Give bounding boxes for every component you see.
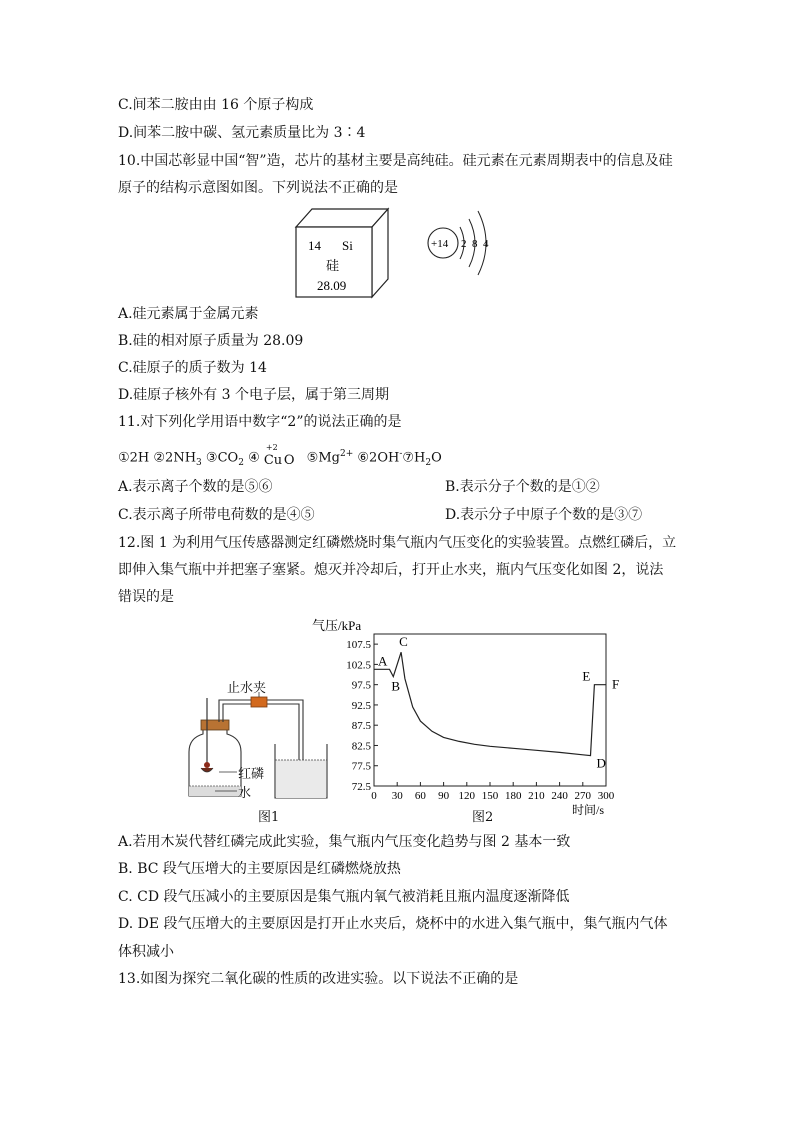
si-symbol: Si	[342, 238, 353, 253]
q11-option-c: C.表示离子所带电荷数的是④⑤	[118, 507, 315, 523]
si-shell-3: 4	[483, 238, 489, 250]
si-atomic-mass: 28.09	[317, 278, 347, 293]
x-tick-label: 30	[391, 790, 403, 802]
x-tick-label: 210	[528, 790, 545, 802]
y-tick-label: 97.5	[351, 679, 371, 692]
chart-series-line	[374, 652, 606, 755]
q12-option-d-line2: 体积减小	[118, 944, 174, 960]
chart-xlabel: 时间/s	[572, 803, 605, 817]
q13-stem: 13.如图为探究二氧化碳的性质的改进实验。以下说法不正确的是	[118, 971, 519, 987]
y-tick-label: 107.5	[346, 639, 371, 652]
q12-option-a: A.若用木炭代替红磷完成此实验，集气瓶内气压变化趋势与图 2 基本一致	[118, 834, 571, 850]
y-tick-label: 77.5	[351, 760, 371, 773]
si-periodic-cell-figure	[290, 205, 400, 300]
y-tick-label: 82.5	[351, 740, 371, 753]
q11-stem: 11.对下列化学用语中数字“2”的说法正确的是	[118, 414, 402, 430]
q12-stem-line1: 12.图 1 为利用气压传感器测定红磷燃烧时集气瓶内气压变化的实验装置。点燃红磷后，立	[118, 535, 677, 551]
si-nucleus-charge: +14	[431, 238, 449, 250]
q10-option-b: B.硅的相对原子质量为 28.09	[118, 333, 304, 349]
q11-option-a: A.表示离子个数的是⑤⑥	[118, 479, 273, 495]
q10-option-a: A.硅元素属于金属元素	[118, 306, 259, 322]
x-tick-label: 150	[481, 790, 499, 802]
x-tick-label: 180	[504, 790, 522, 802]
annotation-point-c: C	[399, 634, 408, 650]
fig1-water-label: 水	[238, 786, 252, 801]
q12-option-c: C. CD 段气压减小的主要原因是集气瓶内氧气被消耗且瓶内温度逐渐降低	[118, 889, 570, 905]
fig1-clamp-label: 止水夹	[227, 681, 267, 696]
q10-stem-line1: 10.中国芯彰显中国“智”造，芯片的基材主要是高纯硅。硅元素在元素周期表中的信息及硅	[118, 153, 673, 169]
fig1-caption: 图1	[258, 810, 280, 825]
si-shell-1: 2	[461, 238, 467, 250]
q11-option-d: D.表示分子中原子个数的是③⑦	[445, 507, 643, 523]
q12-option-b: B. BC 段气压增大的主要原因是红磷燃烧放热	[118, 861, 401, 877]
fig1-phosphorus-label: 红磷	[238, 767, 265, 782]
q11-formula-list: ①2H $②2NH_3$ $③CO_2$ ④ +2 Cu O $⑤Mg^{2+}$ $⑥2OH^-⑦H_2O$	[118, 443, 442, 469]
y-tick-label: 92.5	[351, 699, 371, 712]
fig2-caption: 图2	[472, 810, 494, 825]
chart-frame	[374, 634, 606, 786]
q11-option-b: B.表示分子个数的是①②	[445, 479, 600, 495]
annotation-point-e: E	[582, 668, 591, 684]
q12-stem-line3: 错误的是	[118, 589, 174, 605]
x-tick-label: 60	[414, 790, 426, 802]
fig2-pressure-chart	[300, 612, 630, 822]
y-tick-label: 102.5	[346, 659, 371, 672]
x-tick-label: 270	[574, 790, 592, 802]
q10-option-d: D.硅原子核外有 3 个电子层，属于第三周期	[118, 387, 389, 403]
si-atomic-number: 14	[308, 238, 321, 253]
y-tick-label: 72.5	[351, 781, 371, 793]
si-name: 硅	[326, 258, 340, 273]
x-tick-label: 120	[458, 790, 476, 802]
q12-stem-line2: 即伸入集气瓶中并把塞子塞紧。熄灭并冷却后，打开止水夹，瓶内气压变化如图 2，说法	[118, 562, 664, 578]
x-tick-label: 300	[597, 790, 615, 802]
x-tick-label: 90	[438, 790, 450, 802]
q12-option-d-line1: D. DE 段气压增大的主要原因是打开止水夹后，烧杯中的水进入集气瓶中，集气瓶内气体	[118, 916, 668, 932]
si-shell-2: 8	[472, 238, 478, 250]
q10-stem-line2: 原子的结构示意图如图。下列说法不正确的是	[118, 180, 398, 196]
q9-option-d: D.间苯二胺中碳、氢元素质量比为 3∶4	[118, 125, 366, 141]
chart-ylabel: 气压/kPa	[312, 618, 362, 633]
si-atom-structure-figure	[425, 205, 510, 285]
x-tick-label: 0	[371, 790, 377, 802]
q10-option-c: C.硅原子的质子数为 14	[118, 360, 267, 376]
y-tick-label: 87.5	[351, 720, 371, 733]
annotation-point-a: A	[378, 653, 388, 669]
annotation-point-b: B	[391, 678, 401, 694]
q9-option-c: C.间苯二胺由由 16 个原子构成	[118, 97, 314, 113]
annotation-point-f: F	[612, 676, 620, 692]
annotation-point-d: D	[596, 755, 606, 771]
x-tick-label: 240	[551, 790, 568, 802]
